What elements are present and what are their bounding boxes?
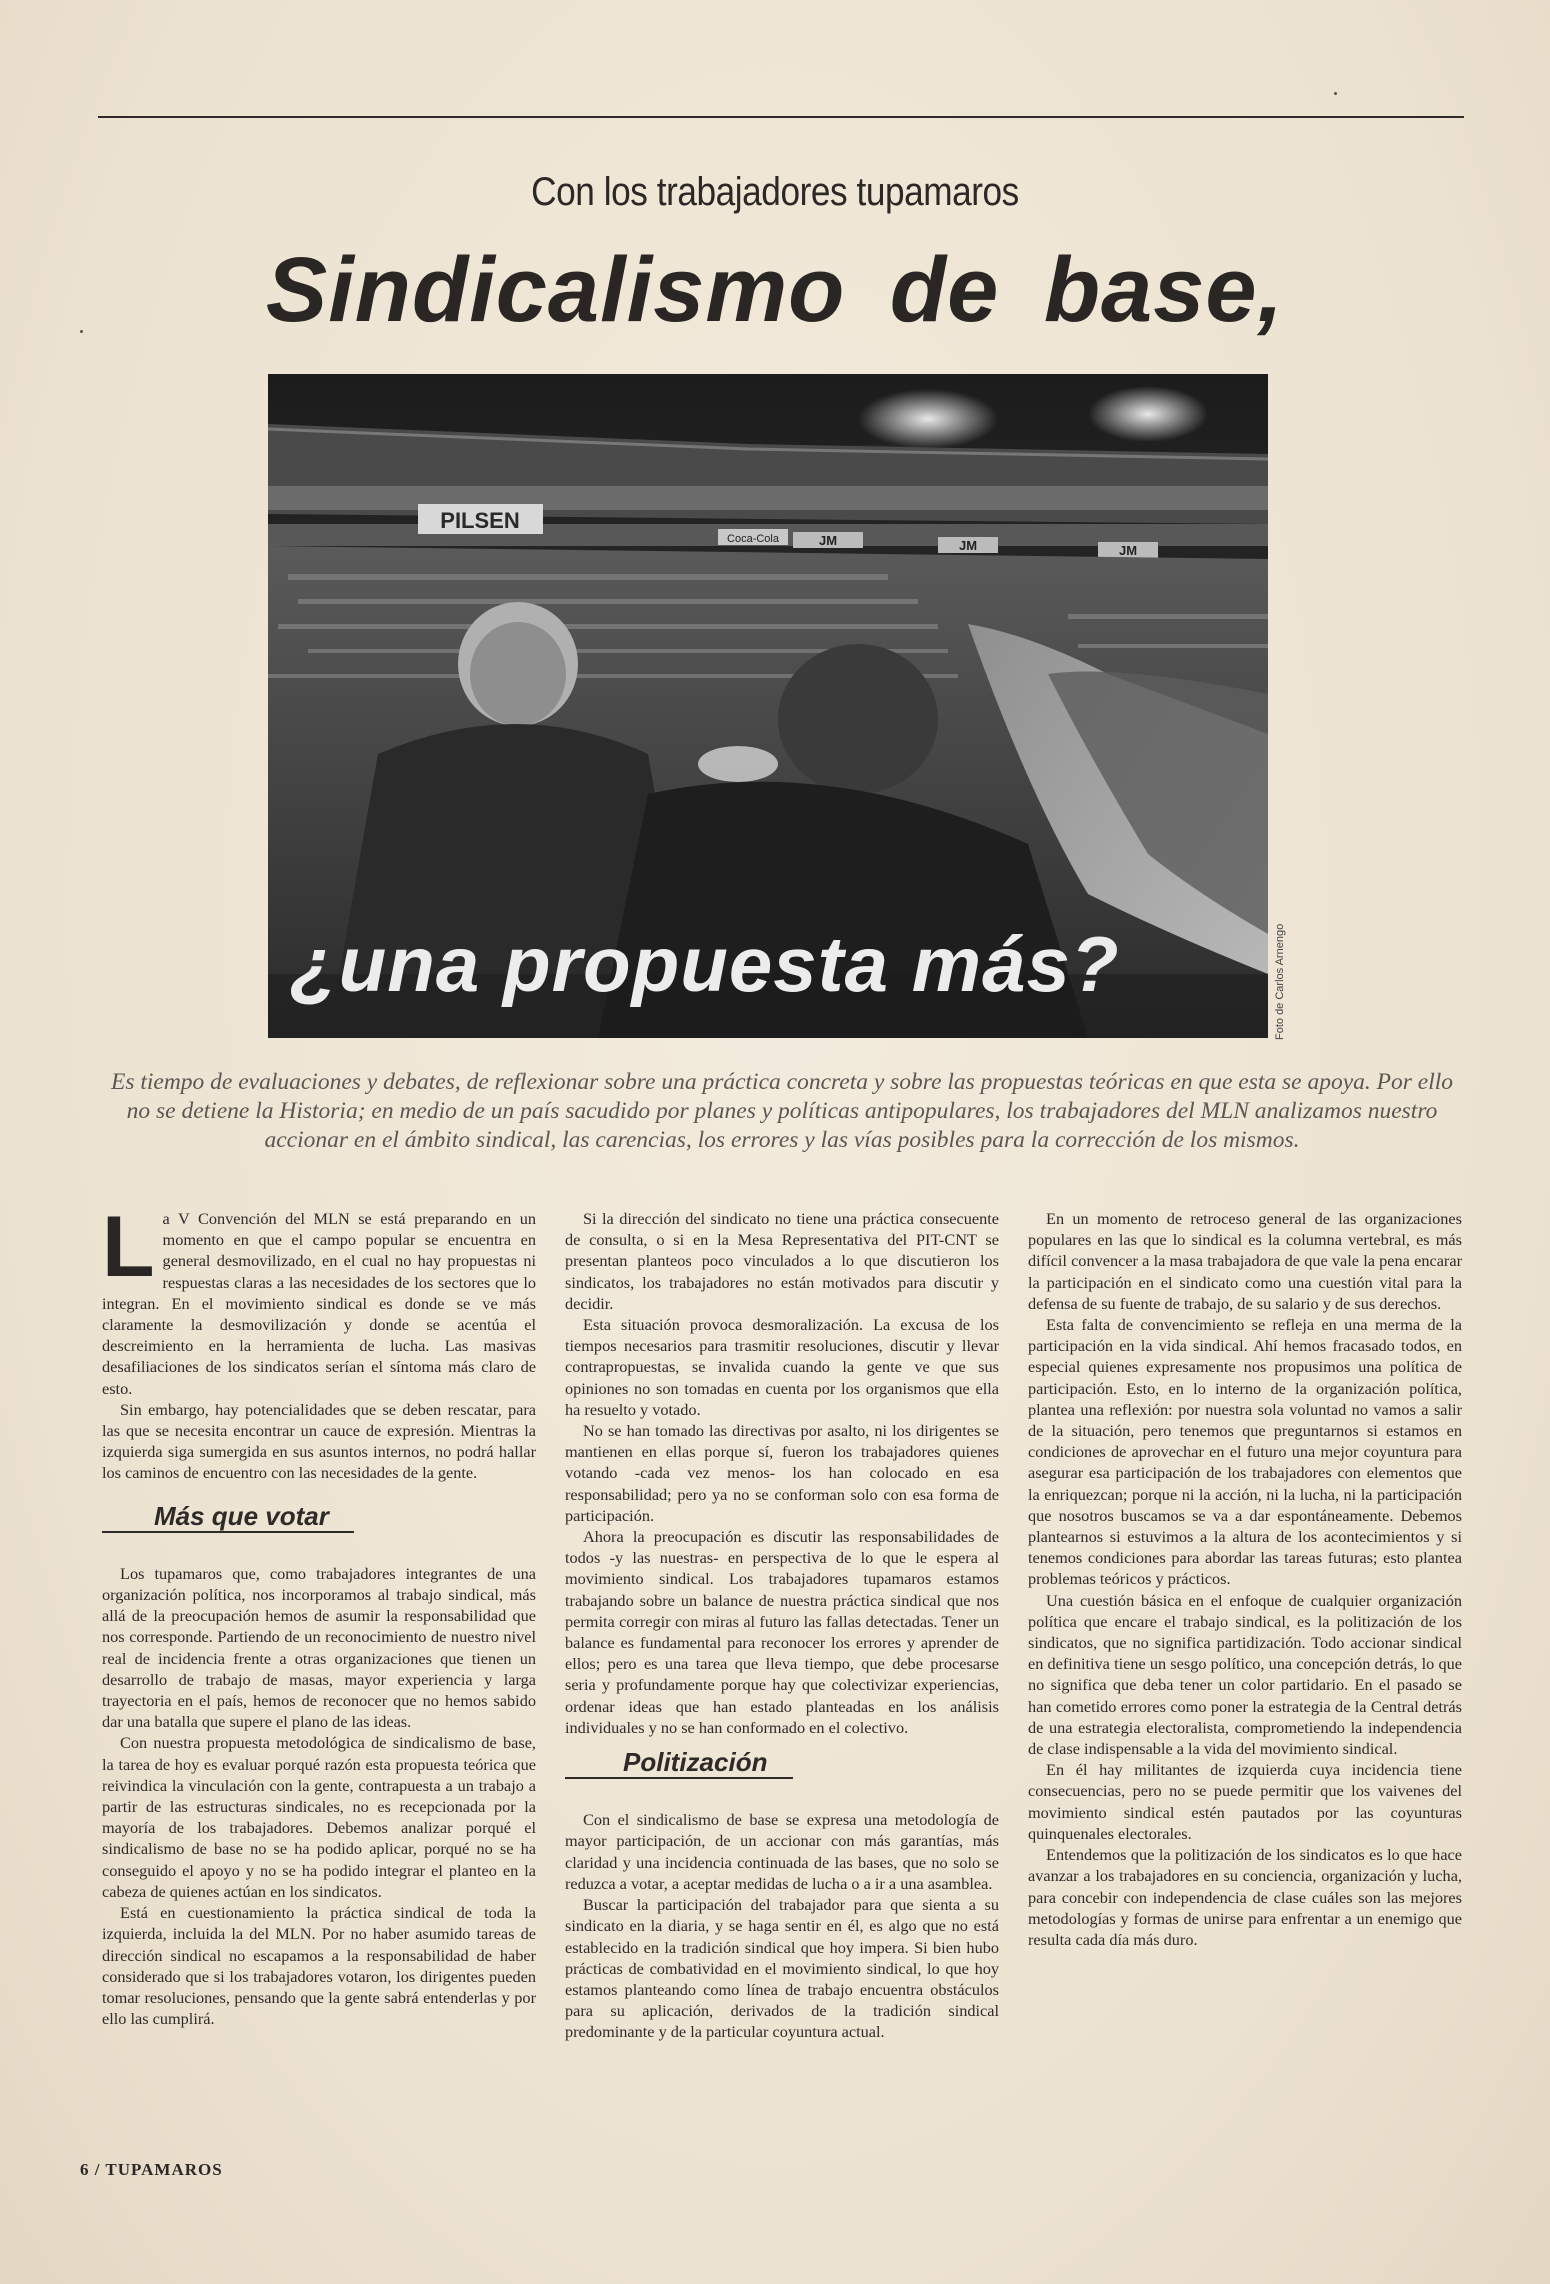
subhead-politizacion: Politización [565,1752,793,1779]
paragraph: Con nuestra propuesta metodológica de sindicalismo de base, la tarea de hoy es evaluar porqué razón esta propuesta teórica que reivindica la vinculación con la gente, contrapuesta a un trabajo a partir de las estructuras sindicales, no es recepcionada por la mayoría de los trabajadores. Debemos analizar porqué el sindicalismo de base no se ha podido aplicar, porqué no se ha conseguido el apoyo y no se ha podido integrar el planteo en la cabeza de quienes actúan en los sindicatos. [102,1733,536,1901]
paragraph: Esta falta de convencimiento se refleja en una merma de la participación en la vida sindical. Ahí hemos fracasado todos, en especial quienes expresamente nos propusimos una política de participación. Esto, en lo interno de la organización política, plantea una reflexión: por nuestra sola voluntad no vamos a salir de la situación, pero tenemos que preguntarnos si estamos en condiciones de aprovechar en el futuro una mejor coyuntura para asegurar esa participación de los trabajadores con elementos que la enriquezcan; porque ni la acción, ni la lucha, ni la participación que nosotros buscamos se va a dar espontáneamente. Debemos plantearnos si estuvimos a la altura de los acontecimientos y si tenemos condiciones para abordar las tareas futuras; esto plantea problemas teóricos y prácticos. [1028,1315,1462,1589]
stadium-photo [268,374,1268,1038]
drop-cap: L [102,1199,155,1295]
paragraph: Entendemos que la politización de los sindicatos es lo que hace avanzar a los trabajadores en su conciencia, organización y lucha, para concebir con independencia de clase cuáles son las mejores metodologías y formas de unirse para enfrentar a un enemigo que resulta cada día más duro. [1028,1845,1462,1949]
paragraph: En él hay militantes de izquierda cuya incidencia tiene consecuencias, pero no se puede permitir que los vaivenes del movimiento sindical estén pautados por las coyunturas quinquenales electorales. [1028,1760,1462,1843]
photo-credit: Foto de Carlos Arnengo [1274,923,1286,1040]
article-column-3 [1028,1208,1462,1950]
paragraph: Buscar la participación del trabajador para que sienta a su sindicato en la diaria, y se haga sentir en él, es algo que no está establecido en la tradición sindical que hoy impera. Si bien hubo prácticas de combatividad en el movimiento sindical, lo que hoy estamos planteando como línea de trabajo encuentra obstáculos para su aplicación, derivados de la tradición sindical predominante y de la particular coyuntura actual. [565,1895,999,2042]
article-column-2 [565,1208,999,2043]
article-column-1 [102,1199,536,2029]
article-dek: Es tiempo de evaluaciones y debates, de reflexionar sobre una práctica concreta y sobre las propuestas teóricas en que esta se apoya. Por ello no se detiene la Historia; en medio de un país sacudido por planes y políticas antipopulares, los trabajadores del MLN analizamos nuestro accionar en el ámbito sindical, las carencias, los errores y las vías posibles para la corrección de los mismos. [110,1069,1454,1153]
photo-caption: ¿una propuesta más? [290,920,1120,1008]
paper-speck [1334,92,1337,95]
page-footer: 6 / TUPAMAROS [80,2160,223,2179]
paragraph: Está en cuestionamiento la práctica sindical de toda la izquierda, incluida la del MLN. Por no haber asumido tareas de dirección sindical no escapamos a la responsabilidad de haber considerado que si los trabajadores votaron, los dirigentes pueden tomar resoluciones, pensando que la gente sabrá entenderlas y por ello las cumplirá. [102,1903,536,2029]
paragraph: Con el sindicalismo de base se expresa una metodología de mayor participación, de un accionar con más garantías, más claridad y una incidencia continuada de las bases, que no solo se reduzca a votar, a aceptar medidas de lucha o a ir a una asamblea. [565,1810,999,1893]
paragraph: Ahora la preocupación es discutir las responsabilidades de todos -y las nuestras- en perspectiva de lo que le espera al movimiento sindical. Los trabajadores tupamaros estamos trabajando sobre un balance de nuestra práctica sindical que nos permita corregir con miras al futuro las fallas detectadas. Tener un balance es fundamental para reconocer los errores y aprender de ellos; pero es una tarea que lleva tiempo, que debe procesarse seria y profundamente porque hay que colectivizar experiencias, ordenar ideas que han estado planteadas en los análisis individuales y no se han conformado en el colectivo. [565,1527,999,1737]
paragraph: Si la dirección del sindicato no tiene una práctica consecuente de consulta, o si en la Mesa Representativa del PIT-CNT se presentan planteos poco vinculados a lo que discutieron los sindicatos, los trabajadores no están motivados para discutir y decidir. [565,1209,999,1313]
subhead-mas-que-votar: Más que votar [102,1506,354,1533]
pilsen-banner: PILSEN [440,508,520,533]
top-rule [98,116,1464,118]
cocacola-banner: Coca-Cola [727,533,779,545]
jm-banner: JM [958,538,978,553]
paragraph: Esta situación provoca desmoralización. La excusa de los tiempos necesarios para trasmitir resoluciones, discutir y llevar contrapropuestas, se invalida cuando la gente ve que sus opiniones no son tomadas en cuenta por los organismos que ella ha resuelto y votado. [565,1315,999,1419]
paragraph: Los tupamaros que, como trabajadores integrantes de una organización política, nos incorporamos al trabajo sindical, más allá de la preocupación hemos de asumir la responsabilidad que nos corresponde. Partiendo de un reconocimiento de nuestro nivel real de incidencia frente a otras organizaciones que tienen un desarrollo de trabajo de masas, mayor experiencia y larga trayectoria en el país, hemos de reconocer que no hemos sabido dar una batalla que supere el plano de las ideas. [102,1563,536,1732]
kicker: Con los trabajadores tupamaros [531,170,1019,214]
paragraph: Sin embargo, hay potencialidades que se deben rescatar, para las que se necesita encontrar un cauce de expresión. Mientras la izquierda siga sumergida en sus asuntos internos, no podrá hallar los caminos de encuentro con las necesidades de la gente. [102,1399,536,1483]
jm-banner: JM [1118,543,1138,558]
paragraph: No se han tomado las directivas por asalto, ni los dirigentes se mantienen en ellas porque sí, fueron los trabajadores quienes votando -cada vez menos- los han colocado en esa responsabilidad; pero ya no se conforman solo con esa forma de participación. [565,1421,999,1525]
headline: Sindicalismo de base, [265,239,1285,341]
jm-banner: JM [818,533,838,548]
paragraph: a V Convención del MLN se está preparando en un momento en que el campo popular se encuentra en general desmovilizado, en el cual no hay propuestas ni respuestas claras a las necesidades de los sectores que lo integran. En el movimiento sindical es donde se ve más claramente la desmovilización y donde se acentúa el descreimiento en la herramienta de lucha. Las masivas desafiliaciones de los sindicatos serían el síntoma más claro de esto. [102,1209,536,1398]
paragraph: Una cuestión básica en el enfoque de cualquier organización política que encare el trabajo sindical, es la politización de los sindicatos, que no significa partidización. Todo accionar sindical en definitiva tiene un sesgo político, una concepción detrás, lo que no significa que deba tener un color partidario. En el pasado se han cometido errores como poner la estrategia de la Central detrás de una estrategia electoralista, comprometiendo la independencia de clase indispensable a la vida del movimiento sindical. [1028,1590,1462,1759]
paragraph: En un momento de retroceso general de las organizaciones populares en las que lo sindical es la columna vertebral, es más difícil convencer a la masa trabajadora de que vale la pena encarar la participación en el sindicato como una cuestión vital para la defensa de su fuente de trabajo, de su salario y de sus derechos. [1028,1209,1462,1313]
